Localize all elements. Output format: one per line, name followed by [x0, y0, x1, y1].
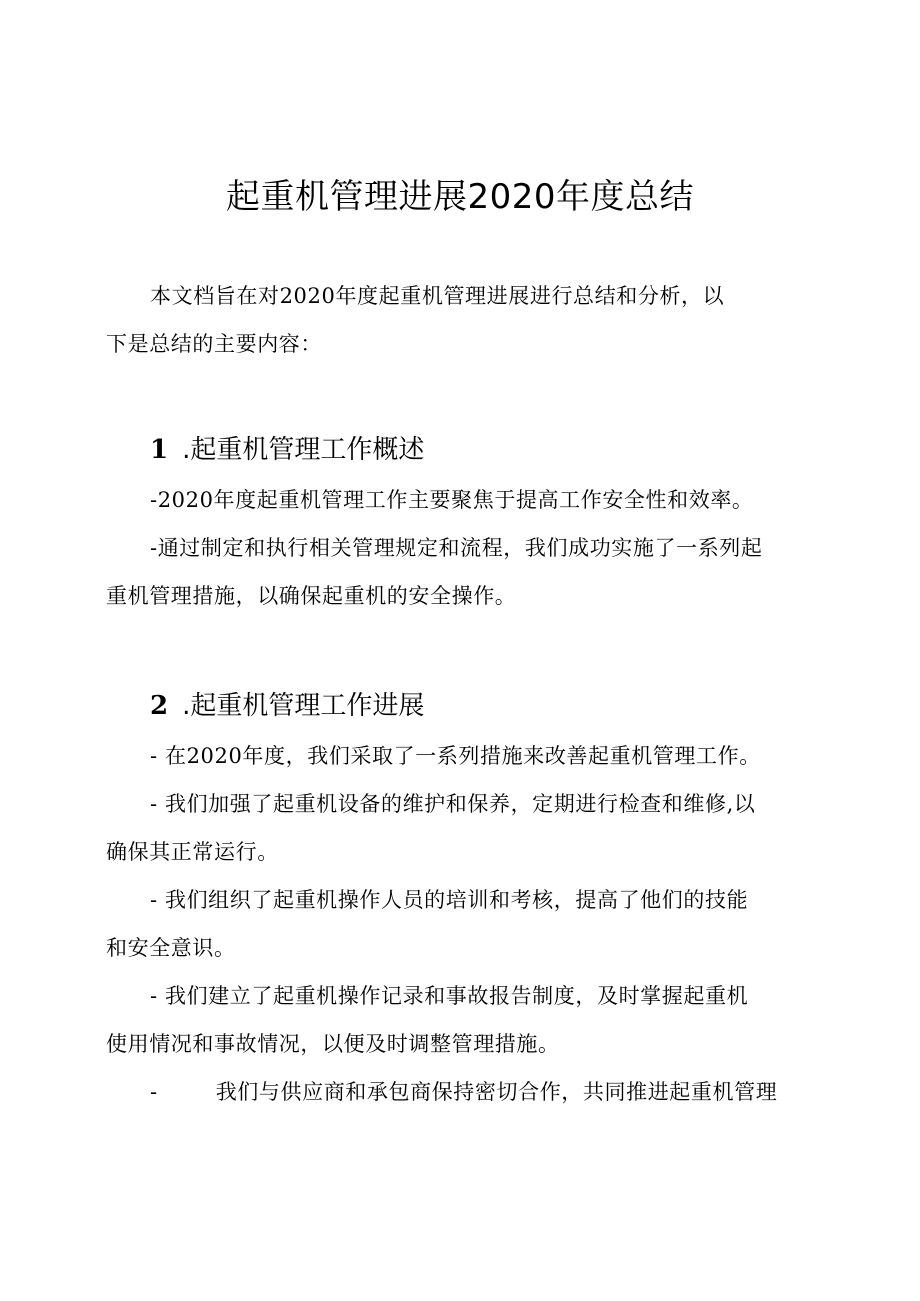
- section-2-heading-text: .起重机管理工作进展: [182, 691, 425, 721]
- section-2-item-3-line-2: 和安全意识。: [106, 936, 236, 960]
- section-2-item-2-line-2: 确保其正常运行。: [106, 840, 279, 864]
- section-2-item-2-line-1: - 我们加强了起重机设备的维护和保养，定期进行检查和维修,以: [150, 792, 756, 816]
- section-2-item-3-line-1: - 我们组织了起重机操作人员的培训和考核，提高了他们的技能: [150, 888, 749, 912]
- section-1-item-2-line-1: -通过制定和执行相关管理规定和流程，我们成功实施了一系列起: [150, 536, 763, 560]
- section-2-item-5-dash: -: [150, 1080, 158, 1104]
- section-2-item-4-line-1: - 我们建立了起重机操作记录和事故报告制度，及时掌握起重机: [150, 984, 749, 1008]
- section-1-number: 1: [150, 435, 169, 465]
- section-1-heading-text: .起重机管理工作概述: [182, 435, 425, 465]
- section-2-item-1: - 在2020年度，我们采取了一系列措施来改善起重机管理工作。: [150, 744, 761, 768]
- section-2-item-5-line-1: [106, 1068, 826, 1116]
- section-2-heading: [150, 686, 424, 726]
- section-2-item-5-text: 我们与供应商和承包商保持密切合作，共同推进起重机管理: [215, 1080, 778, 1104]
- section-2-number: 2: [150, 691, 169, 721]
- section-1-item-1: -2020年度起重机管理工作主要聚焦于提高工作安全性和效率。: [150, 488, 754, 512]
- section-1-item-2-line-2: 重机管理措施，以确保起重机的安全操作。: [106, 584, 517, 608]
- section-1-heading: [150, 430, 424, 470]
- document-title: 起重机管理进展2020年度总结: [225, 177, 695, 217]
- intro-line-1: 本文档旨在对2020年度起重机管理进展进行总结和分析，以: [150, 284, 725, 308]
- section-2-item-4-line-2: 使用情况和事故情况，以便及时调整管理措施。: [106, 1032, 560, 1056]
- section-2-body: [106, 732, 826, 1116]
- intro-paragraph: [106, 272, 826, 368]
- section-1-body: [106, 476, 826, 620]
- intro-line-2: 下是总结的主要内容：: [106, 332, 322, 356]
